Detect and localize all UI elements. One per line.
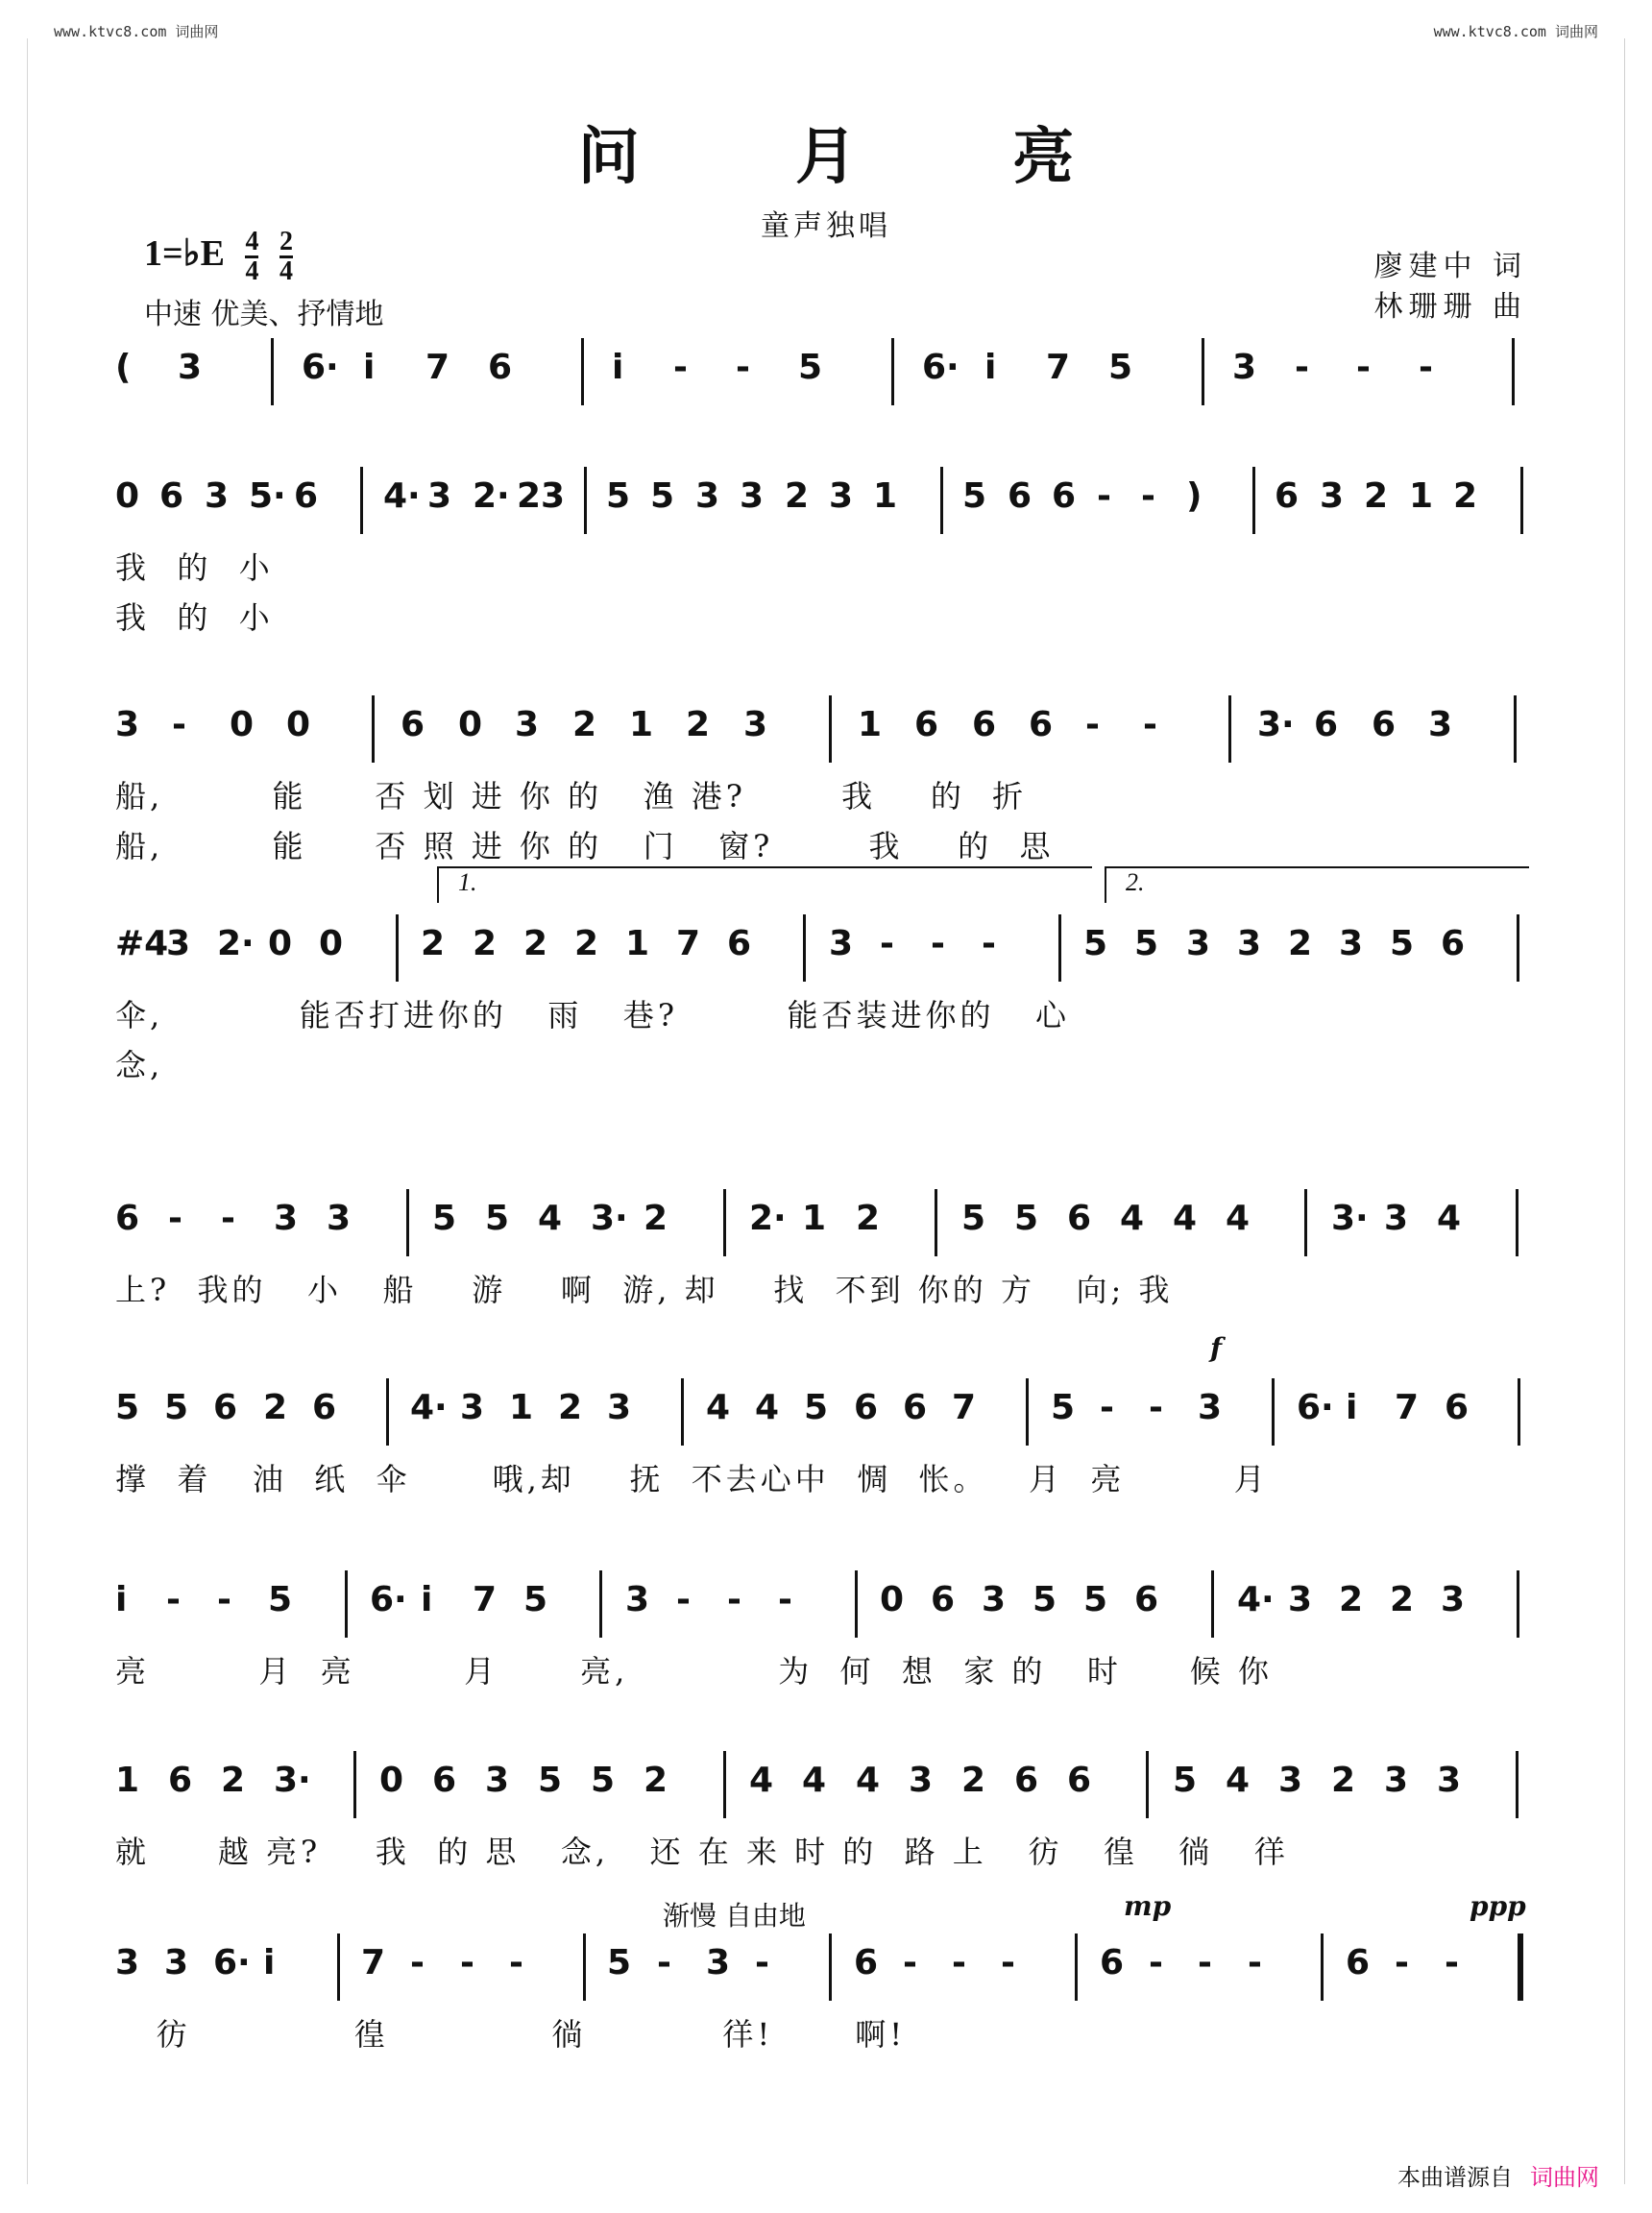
- barline: [1026, 1378, 1029, 1446]
- barline: [406, 1189, 409, 1256]
- volta-first-label: 1.: [458, 868, 477, 896]
- note: 6: [727, 924, 752, 963]
- note: 3: [515, 705, 540, 744]
- note: 6·: [922, 348, 960, 387]
- note: 2: [263, 1388, 288, 1427]
- note: -: [1198, 1943, 1212, 1982]
- lyric-line-2: 念,: [115, 1047, 164, 1083]
- note: 6: [1445, 1388, 1470, 1427]
- note: 2: [1453, 476, 1478, 516]
- volta-second-ending: [1105, 866, 1529, 903]
- note: -: [1001, 1943, 1015, 1982]
- note: 2: [644, 1199, 668, 1238]
- note: 2: [644, 1761, 668, 1800]
- song-title: 问 月 亮: [577, 121, 1142, 193]
- note: 5: [432, 1199, 457, 1238]
- notation-row: [115, 1580, 1543, 1638]
- lyric-line-1: 就 越 亮? 我 的 思 念, 还 在 来 时 的 路 上 彷 徨 徜 徉: [115, 1834, 1289, 1870]
- note: 6: [1052, 476, 1077, 516]
- note: 3: [625, 1580, 650, 1619]
- note: -: [1295, 348, 1309, 387]
- note: 6: [1100, 1943, 1125, 1982]
- tempo-change-marking: 渐慢 自由地: [663, 1900, 806, 1932]
- note: 2: [473, 924, 498, 963]
- note: 5: [1032, 1580, 1057, 1619]
- note: 6: [1029, 705, 1054, 744]
- barline: [1518, 1933, 1523, 2001]
- note: 3: [485, 1761, 510, 1800]
- notation-row: [115, 476, 1543, 534]
- barline: [396, 914, 399, 982]
- lyric-line-1: 伞, 能否打进你的 雨 巷? 能否装进你的 心: [115, 997, 1070, 1034]
- note: -: [778, 1580, 792, 1619]
- note: 3·: [274, 1761, 311, 1800]
- note: 4: [706, 1388, 731, 1427]
- note: 3: [166, 924, 191, 963]
- dynamic-mp: mp: [1124, 1890, 1172, 1922]
- note: 6: [972, 705, 997, 744]
- note: 3·: [1331, 1199, 1369, 1238]
- note: -: [952, 1943, 966, 1982]
- note: 3: [1441, 1580, 1466, 1619]
- note: 2: [1390, 1580, 1415, 1619]
- note: -: [657, 1943, 671, 1982]
- note: 3: [115, 1943, 140, 1982]
- note: 2·: [749, 1199, 787, 1238]
- note: 0: [319, 924, 344, 963]
- note: 7: [676, 924, 701, 963]
- note: 2: [572, 705, 597, 744]
- note: -: [1356, 348, 1371, 387]
- barline: [681, 1378, 684, 1446]
- note: 3: [1198, 1388, 1223, 1427]
- note: 5·: [249, 476, 286, 516]
- note: 5: [1134, 924, 1159, 963]
- note: 2: [523, 924, 548, 963]
- note: -: [166, 1580, 181, 1619]
- note: 3: [274, 1199, 299, 1238]
- barline: [1517, 914, 1519, 982]
- lyric-line-1: 亮 月 亮 月 亮, 为 何 想 家 的 时 候 你: [115, 1653, 1273, 1690]
- note: -: [982, 924, 996, 963]
- barline: [829, 695, 832, 763]
- note: -: [1419, 348, 1433, 387]
- barline: [891, 338, 894, 405]
- footer-source: [1397, 2158, 1599, 2192]
- note: 7: [473, 1580, 498, 1619]
- note: 6: [903, 1388, 928, 1427]
- note: 3·: [591, 1199, 628, 1238]
- note: 6: [1134, 1580, 1159, 1619]
- note: 2: [785, 476, 810, 516]
- note: 7: [361, 1943, 386, 1982]
- note: -: [1149, 1943, 1163, 1982]
- note: 6: [488, 348, 513, 387]
- note: 6: [1346, 1943, 1371, 1982]
- notation-row: [115, 1943, 1543, 2001]
- note: 2: [1288, 924, 1313, 963]
- note: 23: [517, 476, 566, 516]
- time-signature-b: $\frac{2}{4}$: [279, 227, 293, 286]
- note: 3: [205, 476, 230, 516]
- note: 3: [706, 1943, 731, 1982]
- note: 2: [1339, 1580, 1364, 1619]
- barline: [855, 1570, 858, 1638]
- note: -: [1248, 1943, 1262, 1982]
- note: 2: [856, 1199, 881, 1238]
- note: 3: [829, 924, 854, 963]
- barline: [1272, 1378, 1275, 1446]
- footer-source-label: 本曲谱源自: [1397, 2164, 1513, 2191]
- note: 2: [421, 924, 446, 963]
- note: 5: [1083, 924, 1108, 963]
- note: 5: [1051, 1388, 1076, 1427]
- note: -: [509, 1943, 523, 1982]
- note: #4: [115, 924, 169, 963]
- note: 5: [164, 1388, 189, 1427]
- note: 5: [607, 1943, 632, 1982]
- barline: [1228, 695, 1231, 763]
- barline: [1146, 1751, 1149, 1818]
- barline: [584, 467, 587, 534]
- note: 3·: [1257, 705, 1295, 744]
- barline: [935, 1189, 937, 1256]
- note: 3: [1437, 1761, 1462, 1800]
- lyric-line-1: 彷 徨 徜 徉! 啊!: [115, 2016, 907, 2053]
- composer-credit: 林珊珊 曲: [1373, 290, 1527, 324]
- barline: [1517, 1570, 1519, 1638]
- note: i: [1346, 1388, 1358, 1427]
- dynamic-ppp: ppp: [1470, 1890, 1526, 1922]
- note: -: [727, 1580, 741, 1619]
- notation-row: [115, 1199, 1543, 1256]
- note: 5: [268, 1580, 293, 1619]
- barline: [1304, 1189, 1307, 1256]
- notation-row: [115, 1388, 1543, 1446]
- note: 3: [1186, 924, 1211, 963]
- note: 3: [1428, 705, 1453, 744]
- barline: [940, 467, 943, 534]
- note: 5: [1083, 1580, 1108, 1619]
- lyric-line-1: 船, 能 否 划 进 你 的 渔 港? 我 的 折: [115, 778, 1028, 815]
- note: 0: [115, 476, 140, 516]
- note: 2: [558, 1388, 583, 1427]
- barline: [1520, 467, 1523, 534]
- barline: [1202, 338, 1204, 405]
- note: 4: [749, 1761, 774, 1800]
- note: 7: [952, 1388, 977, 1427]
- key-label: 1=♭E: [144, 233, 225, 275]
- note: 3: [1232, 348, 1257, 387]
- note: 4: [802, 1761, 827, 1800]
- note: 4: [1120, 1199, 1145, 1238]
- note: 5: [1390, 924, 1415, 963]
- tempo-marking: 中速 优美、抒情地: [144, 298, 384, 331]
- note: 4: [1226, 1761, 1251, 1800]
- note: 3: [164, 1943, 189, 1982]
- note: 5: [1014, 1199, 1039, 1238]
- note: 4·: [383, 476, 421, 516]
- note: 4: [538, 1199, 563, 1238]
- note: 6: [1014, 1761, 1039, 1800]
- note: 4: [1437, 1199, 1462, 1238]
- left-margin-strip: [8, 38, 28, 2184]
- note: 6: [432, 1761, 457, 1800]
- lyric-line-1: 撑 着 油 纸 伞 哦,却 抚 不去心中 惆 怅。 月 亮 月: [115, 1461, 1269, 1497]
- note: 5: [650, 476, 675, 516]
- note: -: [460, 1943, 474, 1982]
- notation-row: [115, 1761, 1543, 1818]
- lyricist-credit: 廖建中 词: [1373, 250, 1527, 283]
- note: -: [1141, 476, 1155, 516]
- note: -: [1100, 1388, 1114, 1427]
- barline: [803, 914, 806, 982]
- barline: [271, 338, 274, 405]
- key-signature: [144, 229, 293, 285]
- note: 5: [804, 1388, 829, 1427]
- note: 6·: [213, 1943, 251, 1982]
- note: 7: [1046, 348, 1071, 387]
- note: 2·: [473, 476, 510, 516]
- note: 3: [427, 476, 452, 516]
- note: -: [673, 348, 688, 387]
- note: 1: [625, 924, 650, 963]
- note: 6: [115, 1199, 140, 1238]
- note: 6: [854, 1943, 879, 1982]
- volta-first-ending: [437, 866, 1092, 903]
- note: 3: [178, 348, 203, 387]
- note: 3: [1339, 924, 1364, 963]
- site-header-left[interactable]: www.ktvc8.com 词曲网: [54, 23, 219, 40]
- note: 3: [743, 705, 768, 744]
- barline: [1516, 1751, 1518, 1818]
- note: 5: [485, 1199, 510, 1238]
- barline: [1518, 1378, 1520, 1446]
- barline: [723, 1189, 726, 1256]
- note: 6: [213, 1388, 238, 1427]
- note: 0: [880, 1580, 905, 1619]
- lyric-line-1: 我 的 小: [115, 549, 274, 586]
- right-margin-strip: [1624, 38, 1644, 2184]
- note: 1: [509, 1388, 534, 1427]
- note: 4·: [1237, 1580, 1275, 1619]
- lyric-line-2: 船, 能 否 照 进 你 的 门 窗? 我 的 思: [115, 828, 1055, 864]
- note: -: [1445, 1943, 1459, 1982]
- note: i: [612, 348, 624, 387]
- footer-brand-link[interactable]: 词曲网: [1530, 2164, 1599, 2191]
- note: 2·: [217, 924, 255, 963]
- note: 2: [1364, 476, 1389, 516]
- barline: [386, 1378, 389, 1446]
- note: 1: [115, 1761, 140, 1800]
- note: -: [1097, 476, 1111, 516]
- note: -: [217, 1580, 231, 1619]
- note: 1: [873, 476, 898, 516]
- note: 3: [1320, 476, 1345, 516]
- barline: [1516, 1189, 1518, 1256]
- note: 7: [1395, 1388, 1420, 1427]
- note: 6: [1275, 476, 1300, 516]
- note: 6: [1372, 705, 1397, 744]
- note: -: [755, 1943, 769, 1982]
- note: i: [421, 1580, 433, 1619]
- note: 1: [629, 705, 654, 744]
- note: 6·: [370, 1580, 407, 1619]
- note: -: [931, 924, 945, 963]
- barline: [829, 1933, 832, 2001]
- note: 6·: [1297, 1388, 1334, 1427]
- note: 6: [159, 476, 184, 516]
- note: 3: [695, 476, 720, 516]
- note: 2: [221, 1761, 246, 1800]
- note: 1: [858, 705, 883, 744]
- note: 5: [523, 1580, 548, 1619]
- note: 3: [1237, 924, 1262, 963]
- note: 6: [168, 1761, 193, 1800]
- note: 6: [1067, 1761, 1092, 1800]
- note: 5: [961, 1199, 986, 1238]
- note: i: [263, 1943, 276, 1982]
- barline: [360, 467, 363, 534]
- note: i: [115, 1580, 128, 1619]
- barline: [1321, 1933, 1324, 2001]
- note: 6: [312, 1388, 337, 1427]
- note: 1: [802, 1199, 827, 1238]
- note: 0: [268, 924, 293, 963]
- song-subtitle: 童声独唱: [761, 209, 891, 243]
- note: 1: [1409, 476, 1434, 516]
- note: -: [1395, 1943, 1409, 1982]
- note: 4: [1173, 1199, 1198, 1238]
- note: i: [363, 348, 376, 387]
- note: 4: [755, 1388, 780, 1427]
- note: 2: [961, 1761, 986, 1800]
- note: 3: [460, 1388, 485, 1427]
- barline: [353, 1751, 356, 1818]
- note: 4: [1226, 1199, 1251, 1238]
- note: 6: [854, 1388, 879, 1427]
- note: -: [1143, 705, 1157, 744]
- dynamic-forte: f: [1210, 1332, 1223, 1364]
- note: 3: [740, 476, 765, 516]
- barline: [337, 1933, 340, 2001]
- notation-row: [115, 348, 1543, 405]
- barline: [1058, 914, 1061, 982]
- barline: [723, 1751, 726, 1818]
- barline: [1252, 467, 1255, 534]
- note: 3: [327, 1199, 352, 1238]
- note: 3: [1278, 1761, 1303, 1800]
- note: 4: [856, 1761, 881, 1800]
- note: -: [172, 705, 186, 744]
- note: 3: [607, 1388, 632, 1427]
- note: 5: [115, 1388, 140, 1427]
- note: i: [984, 348, 997, 387]
- note: -: [736, 348, 750, 387]
- note: 0: [379, 1761, 404, 1800]
- note: 6: [1441, 924, 1466, 963]
- lyric-line-2: 我 的 小: [115, 599, 274, 636]
- volta-second-label: 2.: [1126, 868, 1145, 896]
- note: (: [115, 348, 132, 387]
- site-header-right[interactable]: www.ktvc8.com 词曲网: [1433, 23, 1598, 40]
- note: 3: [909, 1761, 934, 1800]
- note: 0: [458, 705, 483, 744]
- note: 5: [962, 476, 987, 516]
- barline: [583, 1933, 586, 2001]
- note: 3: [115, 705, 140, 744]
- note: 6·: [302, 348, 339, 387]
- note: 2: [574, 924, 599, 963]
- note: 3: [1288, 1580, 1313, 1619]
- time-signature-a: $\frac{4}{4}$: [245, 227, 259, 286]
- note: 5: [538, 1761, 563, 1800]
- note: 7: [425, 348, 450, 387]
- note: 6: [931, 1580, 956, 1619]
- note: ): [1186, 476, 1203, 516]
- barline: [1512, 338, 1515, 405]
- note: -: [676, 1580, 691, 1619]
- note: -: [903, 1943, 917, 1982]
- barline: [1211, 1570, 1214, 1638]
- note: 5: [1108, 348, 1133, 387]
- note: 3: [982, 1580, 1007, 1619]
- note: 6: [401, 705, 425, 744]
- note: -: [880, 924, 894, 963]
- note: -: [410, 1943, 425, 1982]
- note: 3: [1384, 1199, 1409, 1238]
- note: 6: [294, 476, 319, 516]
- note: -: [221, 1199, 235, 1238]
- barline: [1075, 1933, 1078, 2001]
- note: 5: [591, 1761, 616, 1800]
- note: 5: [1173, 1761, 1198, 1800]
- barline: [581, 338, 584, 405]
- note: 6: [1008, 476, 1032, 516]
- note: 0: [286, 705, 311, 744]
- note: 3: [829, 476, 854, 516]
- note: 6: [1067, 1199, 1092, 1238]
- barline: [599, 1570, 602, 1638]
- note: 5: [798, 348, 823, 387]
- note: 0: [230, 705, 255, 744]
- barline: [345, 1570, 348, 1638]
- note: 3: [1384, 1761, 1409, 1800]
- note: 2: [1331, 1761, 1356, 1800]
- note: -: [1085, 705, 1100, 744]
- note: 4·: [410, 1388, 448, 1427]
- note: -: [168, 1199, 182, 1238]
- note: 2: [686, 705, 711, 744]
- notation-row: [115, 705, 1543, 763]
- lyric-line-1: 上? 我的 小 船 游 啊 游, 却 找 不到 你的 方 向; 我: [115, 1272, 1174, 1308]
- note: -: [1149, 1388, 1163, 1427]
- note: 6: [914, 705, 939, 744]
- note: 5: [606, 476, 631, 516]
- barline: [1514, 695, 1517, 763]
- barline: [372, 695, 375, 763]
- note: 6: [1314, 705, 1339, 744]
- notation-row: [115, 924, 1543, 982]
